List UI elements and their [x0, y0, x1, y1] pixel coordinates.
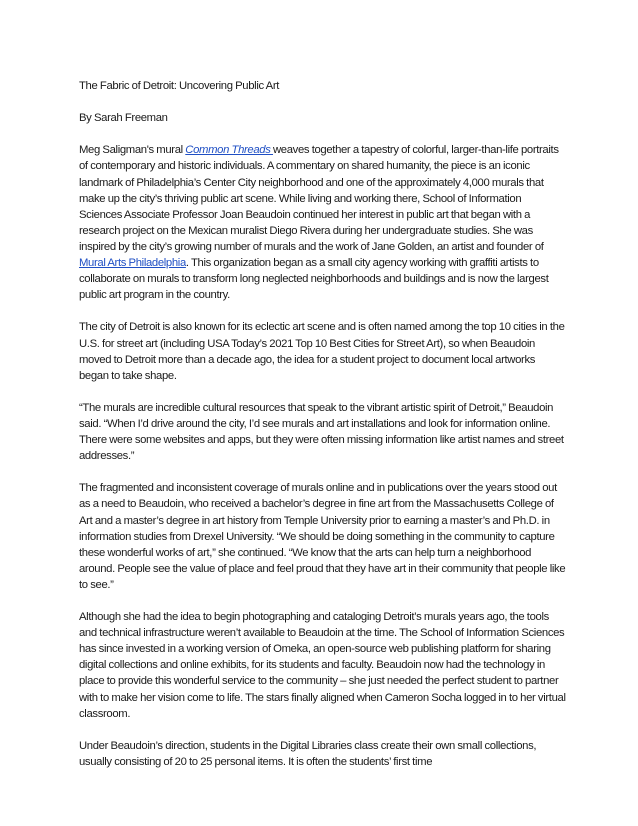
article-body [79, 78, 566, 786]
paragraph-4: The fragmented and inconsistent coverage of murals online and in publications over the years stood out as a need to Beaudoin, who received a bachelor’s degree in fine art from the Massachusetts College of Art and a master’s degree in art history from Temple University prior to earning a master’s and Ph.D. in information studies from Drexel University. “We should be doing something in the community to capture these wonderful works of art,” she continued. “We know that the arts can help turn a neighborhood around. People see the value of place and feel proud that they have art in their community that people like to see.” [79, 482, 566, 591]
paragraph-1 [79, 142, 566, 303]
paragraph-1-text-c: . This organization began as a small city agency working with graffiti artists to collaborate on murals to transform long neglected neighborhoods and buildings and is now the largest public art program in the country. [79, 257, 549, 302]
mural-arts-philadelphia-link[interactable]: Mural Arts Philadelphia [79, 257, 186, 270]
article-title: The Fabric of Detroit: Uncovering Public Art [79, 80, 280, 92]
common-threads-link[interactable]: Common Threads [185, 144, 273, 157]
paragraph-1-text-a: Meg Saligman's mural [79, 144, 186, 157]
paragraph-1-text-b: weaves together a tapestry of colorful, larger-than-life portraits of contemporary and historic individuals. A commentary on shared humanity, the piece is an iconic landmark of Philadelphia’s Center City neighborhood and one of the approximately 4,000 murals that make up the city’s thriving public art scene. While living and working there, School of Information Sciences Associate Professor Joan Beaudoin continued her interest in public art that began with a research project on the Mexican muralist Diego Rivera during her undergraduate studies. She was inspired by the city’s growing number of murals and the work of Jane Golden, an artist and founder of [79, 144, 559, 253]
paragraph-2: The city of Detroit is also known for its eclectic art scene and is often named among the top 10 cities in the U.S. for street art (including USA Today’s 2021 Top 10 Best Cities for Street Art), so when Beaudoin moved to Detroit more than a decade ago, the idea for a student project to document local artworks began to take shape. [79, 321, 565, 382]
paragraph-5: Although she had the idea to begin photographing and cataloging Detroit’s murals years ago, the tools and technical infrastructure weren’t available to Beaudoin at the time. The School of Information Sciences has since invested in a working version of Omeka, an open-source web publishing platform for sharing digital collections and online exhibits, for its students and faculty. Beaudoin now had the technology in place to provide this wonderful service to the community – she just needed the perfect student to partner with to make her vision come to life. The stars finally aligned when Cameron Socha logged in to her virtual classroom. [79, 611, 566, 720]
article-byline: By Sarah Freeman [79, 112, 168, 125]
paragraph-6: Under Beaudoin’s direction, students in the Digital Libraries class create their own small collections, usually consisting of 20 to 25 personal items. It is often the students’ first time [79, 739, 537, 768]
paragraph-3: “The murals are incredible cultural resources that speak to the vibrant artistic spirit of Detroit,” Beaudoin said. “When I’d drive around the city, I’d see murals and art installations and look for information online. There were some websites and apps, but they were often missing information like artist names and street addresses.” [79, 401, 564, 463]
